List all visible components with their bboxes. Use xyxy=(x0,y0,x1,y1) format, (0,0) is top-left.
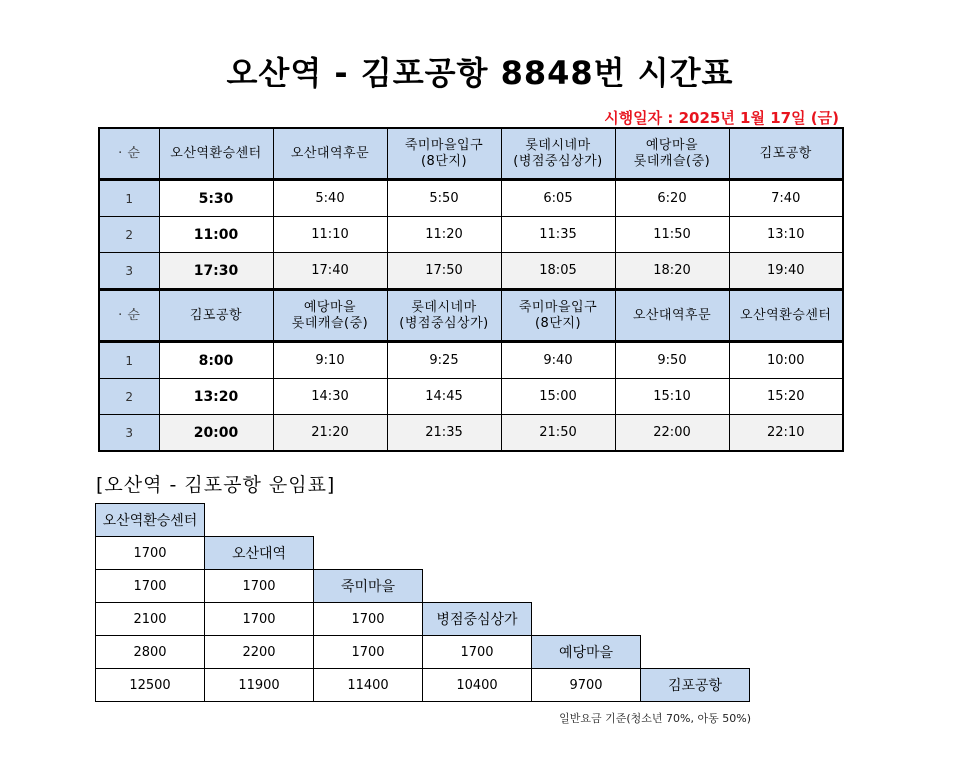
time-cell: 10:00 xyxy=(729,342,843,379)
effective-date: 시행일자 : 2025년 1월 17일 (금) xyxy=(604,109,839,127)
time-cell: 5:40 xyxy=(273,180,387,217)
fare-station: 김포공항 xyxy=(641,669,750,702)
stop-header: 오산역환승센터 xyxy=(159,128,273,180)
time-cell: 6:20 xyxy=(615,180,729,217)
fare-row xyxy=(96,537,750,570)
time-cell: 14:45 xyxy=(387,379,501,415)
stop-header: 오산대역후문 xyxy=(273,128,387,180)
fare-cell: 2100 xyxy=(96,603,205,636)
seq-header: · 순 xyxy=(99,128,159,180)
time-cell: 5:50 xyxy=(387,180,501,217)
seq-cell: 3 xyxy=(99,415,159,452)
fare-note: 일반요금 기준(청소년 70%, 아동 50%) xyxy=(559,712,751,725)
seq-cell: 1 xyxy=(99,180,159,217)
time-cell: 22:10 xyxy=(729,415,843,452)
seq-cell: 3 xyxy=(99,253,159,290)
page-title: 오산역 - 김포공항 8848번 시간표 xyxy=(226,54,734,92)
fare-cell: 1700 xyxy=(205,603,314,636)
time-cell: 11:20 xyxy=(387,217,501,253)
fare-table xyxy=(95,503,750,702)
fare-row xyxy=(96,504,750,537)
table-row xyxy=(99,253,843,290)
fare-table-title: [오산역 - 김포공항 운임표] xyxy=(96,474,336,496)
time-cell: 21:50 xyxy=(501,415,615,452)
time-cell: 13:20 xyxy=(159,379,273,415)
time-cell: 19:40 xyxy=(729,253,843,290)
time-cell: 9:40 xyxy=(501,342,615,379)
time-cell: 15:20 xyxy=(729,379,843,415)
fare-cell: 11900 xyxy=(205,669,314,702)
stop-header: 롯데시네마 (병점중심상가) xyxy=(387,290,501,342)
fare-cell: 1700 xyxy=(423,636,532,669)
time-cell: 15:10 xyxy=(615,379,729,415)
table-row xyxy=(99,217,843,253)
time-cell: 17:30 xyxy=(159,253,273,290)
time-cell: 11:50 xyxy=(615,217,729,253)
stop-header: 죽미마을입구 (8단지) xyxy=(387,128,501,180)
time-cell: 17:50 xyxy=(387,253,501,290)
fare-row xyxy=(96,636,750,669)
time-cell: 9:10 xyxy=(273,342,387,379)
stop-header: 김포공항 xyxy=(159,290,273,342)
table-row xyxy=(99,379,843,415)
fare-row xyxy=(96,669,750,702)
seq-cell: 1 xyxy=(99,342,159,379)
seq-header: · 순 xyxy=(99,290,159,342)
time-cell: 13:10 xyxy=(729,217,843,253)
seq-cell: 2 xyxy=(99,217,159,253)
stop-header: 오산대역후문 xyxy=(615,290,729,342)
time-cell: 21:35 xyxy=(387,415,501,452)
outbound-header-row xyxy=(99,128,843,180)
table-row xyxy=(99,415,843,452)
time-cell: 14:30 xyxy=(273,379,387,415)
time-cell: 7:40 xyxy=(729,180,843,217)
time-cell: 20:00 xyxy=(159,415,273,452)
stop-header: 롯데시네마 (병점중심상가) xyxy=(501,128,615,180)
fare-station: 죽미마을 xyxy=(314,570,423,603)
fare-cell: 1700 xyxy=(205,570,314,603)
fare-row xyxy=(96,603,750,636)
fare-cell: 12500 xyxy=(96,669,205,702)
stop-header: 죽미마을입구 (8단지) xyxy=(501,290,615,342)
fare-cell: 2200 xyxy=(205,636,314,669)
fare-cell: 9700 xyxy=(532,669,641,702)
fare-row xyxy=(96,570,750,603)
fare-station: 병점중심상가 xyxy=(423,603,532,636)
time-cell: 22:00 xyxy=(615,415,729,452)
time-cell: 6:05 xyxy=(501,180,615,217)
fare-cell: 1700 xyxy=(314,603,423,636)
time-cell: 18:20 xyxy=(615,253,729,290)
fare-cell: 1700 xyxy=(314,636,423,669)
fare-cell: 1700 xyxy=(96,537,205,570)
time-cell: 9:50 xyxy=(615,342,729,379)
stop-header: 오산역환승센터 xyxy=(729,290,843,342)
fare-station: 예당마을 xyxy=(532,636,641,669)
fare-station: 오산대역 xyxy=(205,537,314,570)
inbound-header-row xyxy=(99,290,843,342)
time-cell: 11:00 xyxy=(159,217,273,253)
fare-cell: 1700 xyxy=(96,570,205,603)
table-row xyxy=(99,180,843,217)
time-cell: 11:35 xyxy=(501,217,615,253)
fare-cell: 11400 xyxy=(314,669,423,702)
time-cell: 9:25 xyxy=(387,342,501,379)
time-cell: 8:00 xyxy=(159,342,273,379)
bus-timetable xyxy=(98,127,844,452)
time-cell: 18:05 xyxy=(501,253,615,290)
time-cell: 15:00 xyxy=(501,379,615,415)
time-cell: 5:30 xyxy=(159,180,273,217)
stop-header: 김포공항 xyxy=(729,128,843,180)
stop-header: 예당마을 롯데캐슬(중) xyxy=(615,128,729,180)
time-cell: 11:10 xyxy=(273,217,387,253)
stop-header: 예당마을 롯데캐슬(중) xyxy=(273,290,387,342)
fare-cell: 2800 xyxy=(96,636,205,669)
fare-station: 오산역환승센터 xyxy=(96,504,205,537)
table-row xyxy=(99,342,843,379)
seq-cell: 2 xyxy=(99,379,159,415)
time-cell: 21:20 xyxy=(273,415,387,452)
time-cell: 17:40 xyxy=(273,253,387,290)
fare-cell: 10400 xyxy=(423,669,532,702)
